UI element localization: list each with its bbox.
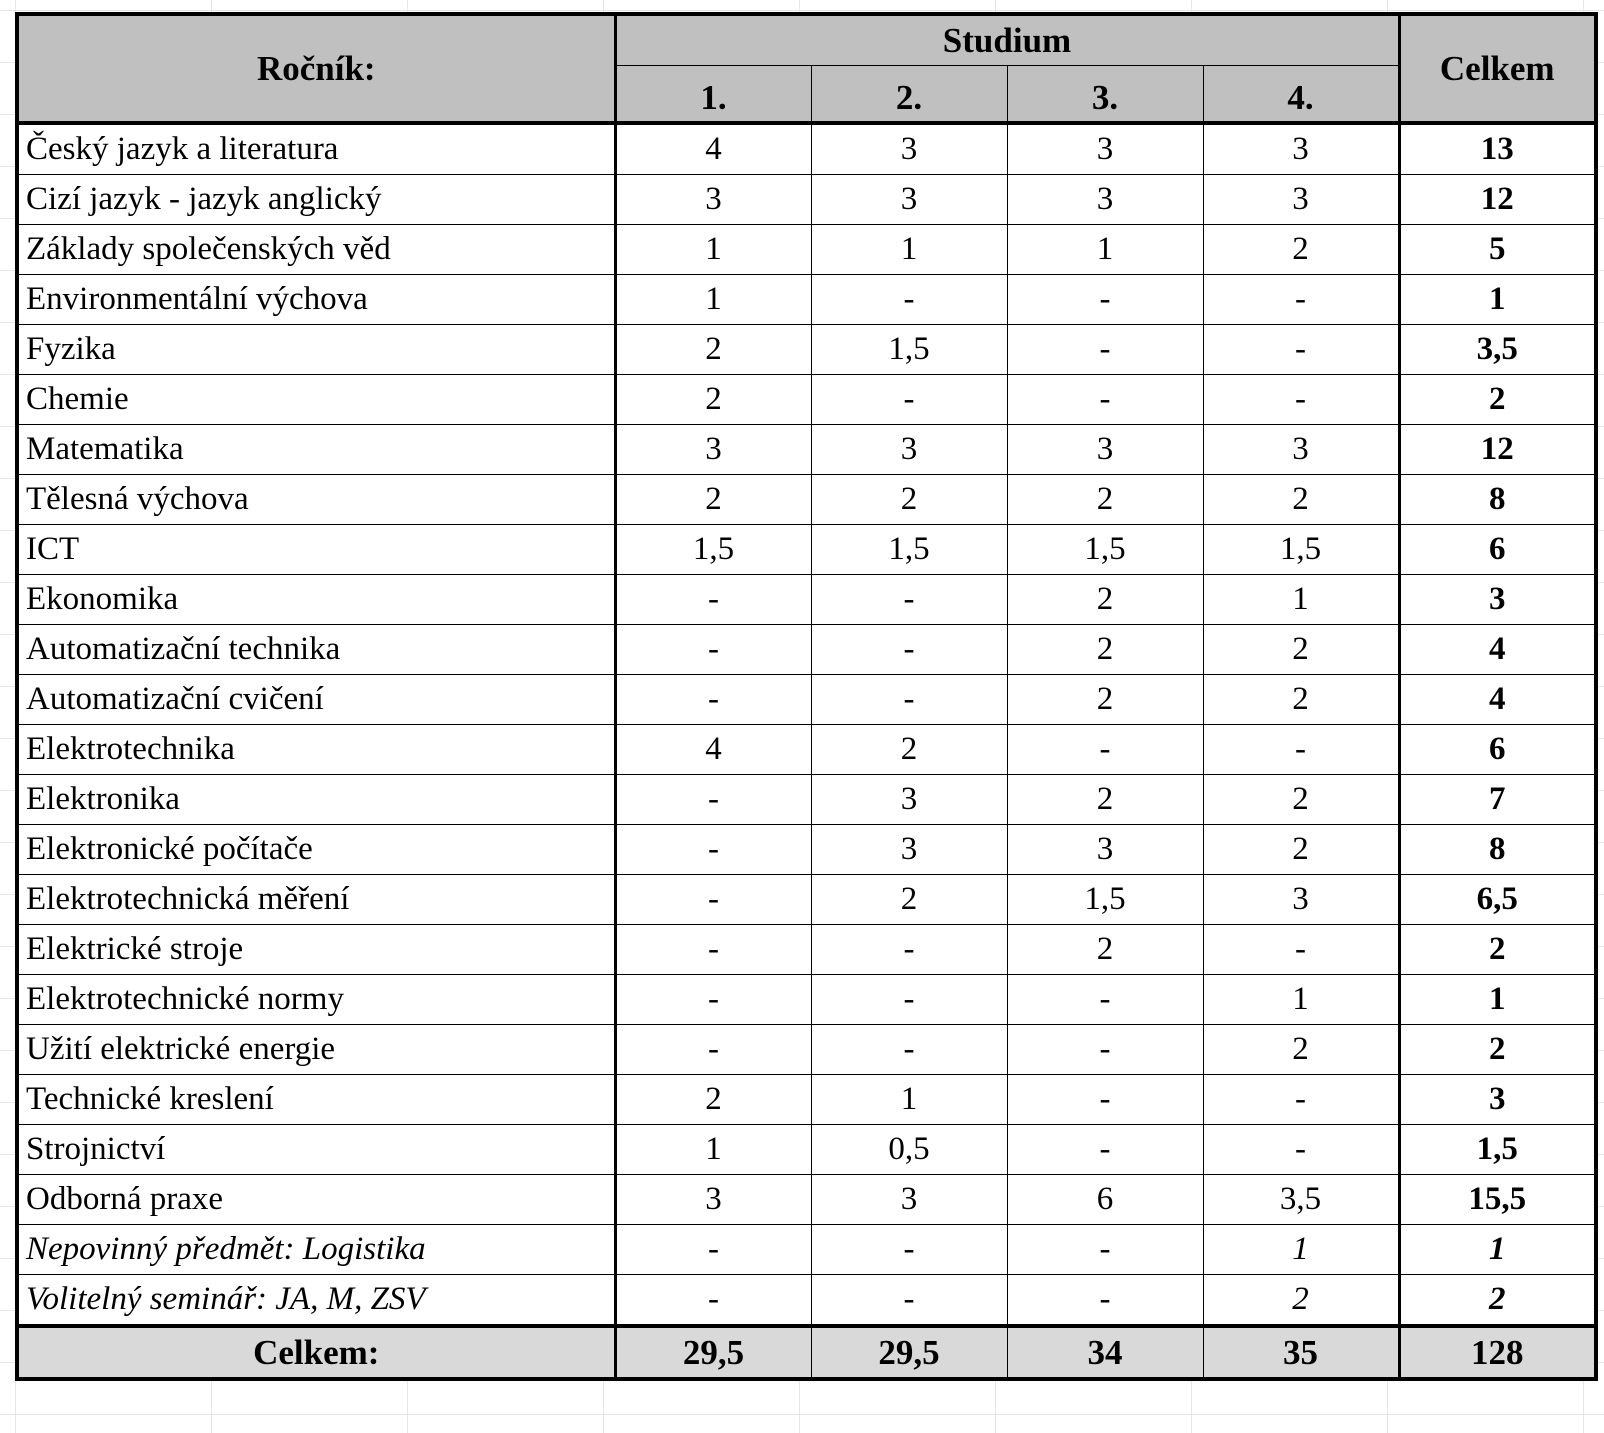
subject-name: Automatizační cvičení (17, 675, 615, 725)
hours-year-2: - (811, 1225, 1007, 1275)
hours-year-4: 2 (1203, 225, 1399, 275)
hours-year-2: - (811, 575, 1007, 625)
hours-year-1: - (615, 1225, 811, 1275)
subject-total: 8 (1399, 825, 1596, 875)
total-year-4: 35 (1203, 1326, 1399, 1379)
hours-year-3: 2 (1007, 475, 1203, 525)
hours-year-4: 2 (1203, 1275, 1399, 1327)
hours-year-4: - (1203, 375, 1399, 425)
hours-year-2: 1,5 (811, 325, 1007, 375)
hours-year-2: - (811, 375, 1007, 425)
hours-year-3: - (1007, 1275, 1203, 1327)
hours-year-2: 1 (811, 225, 1007, 275)
table-row (17, 1275, 1596, 1327)
hours-year-1: - (615, 925, 811, 975)
year-header-2: 2. (811, 66, 1007, 124)
year-header-3: 3. (1007, 66, 1203, 124)
hours-year-2: - (811, 1025, 1007, 1075)
table-row (17, 925, 1596, 975)
table-row (17, 225, 1596, 275)
hours-year-1: 3 (615, 175, 811, 225)
hours-year-1: 3 (615, 1175, 811, 1225)
subject-total: 2 (1399, 925, 1596, 975)
hours-year-2: 1,5 (811, 525, 1007, 575)
subject-name: Základy společenských věd (17, 225, 615, 275)
subject-name: Elektronické počítače (17, 825, 615, 875)
year-header-1: 1. (615, 66, 811, 124)
table-row (17, 175, 1596, 225)
subject-total: 12 (1399, 425, 1596, 475)
subject-total: 13 (1399, 123, 1596, 175)
hours-year-1: 2 (615, 1075, 811, 1125)
table-row (17, 875, 1596, 925)
total-row-label: Celkem: (17, 1326, 615, 1379)
subject-total: 12 (1399, 175, 1596, 225)
subject-total: 3 (1399, 1075, 1596, 1125)
subject-name: Tělesná výchova (17, 475, 615, 525)
hours-year-1: - (615, 1275, 811, 1327)
subject-name: Odborná praxe (17, 1175, 615, 1225)
hours-year-3: 6 (1007, 1175, 1203, 1225)
hours-year-3: - (1007, 1125, 1203, 1175)
hours-year-2: - (811, 625, 1007, 675)
hours-year-2: - (811, 925, 1007, 975)
subject-total: 3,5 (1399, 325, 1596, 375)
hours-year-1: 2 (615, 325, 811, 375)
subject-name: Technické kreslení (17, 1075, 615, 1125)
hours-year-1: - (615, 1025, 811, 1075)
hours-year-4: - (1203, 1125, 1399, 1175)
hours-year-3: 1 (1007, 225, 1203, 275)
hours-year-1: 1 (615, 1125, 811, 1175)
subject-total: 8 (1399, 475, 1596, 525)
subject-total: 2 (1399, 1275, 1596, 1327)
table-row (17, 1225, 1596, 1275)
hours-year-3: - (1007, 325, 1203, 375)
hours-year-1: 1,5 (615, 525, 811, 575)
subject-name: Český jazyk a literatura (17, 123, 615, 175)
subject-name: Užití elektrické energie (17, 1025, 615, 1075)
subject-total: 4 (1399, 675, 1596, 725)
hours-year-1: - (615, 975, 811, 1025)
hours-year-3: 2 (1007, 775, 1203, 825)
subject-name: Strojnictví (17, 1125, 615, 1175)
hours-year-1: 2 (615, 475, 811, 525)
subject-name: ICT (17, 525, 615, 575)
celkem-header: Celkem (1399, 14, 1596, 123)
table-body (17, 123, 1596, 1326)
hours-year-2: 2 (811, 475, 1007, 525)
subject-total: 1 (1399, 275, 1596, 325)
hours-year-4: - (1203, 325, 1399, 375)
subject-name: Elektrotechnika (17, 725, 615, 775)
hours-year-4: 2 (1203, 1025, 1399, 1075)
table-footer (17, 1326, 1596, 1379)
hours-year-3: - (1007, 725, 1203, 775)
table-row (17, 1025, 1596, 1075)
hours-year-3: - (1007, 1225, 1203, 1275)
hours-year-2: 3 (811, 123, 1007, 175)
table-row (17, 625, 1596, 675)
table-row (17, 1175, 1596, 1225)
hours-year-1: - (615, 875, 811, 925)
hours-year-4: 2 (1203, 675, 1399, 725)
hours-year-3: - (1007, 975, 1203, 1025)
hours-year-1: 4 (615, 123, 811, 175)
table-row (17, 425, 1596, 475)
total-year-1: 29,5 (615, 1326, 811, 1379)
hours-year-3: 1,5 (1007, 525, 1203, 575)
table-header (17, 14, 1596, 123)
subject-name: Automatizační technika (17, 625, 615, 675)
subject-name: Elektrotechnická měření (17, 875, 615, 925)
hours-year-1: 4 (615, 725, 811, 775)
hours-year-2: 3 (811, 825, 1007, 875)
table-row (17, 675, 1596, 725)
hours-year-1: - (615, 675, 811, 725)
hours-year-4: 2 (1203, 775, 1399, 825)
hours-year-4: 2 (1203, 475, 1399, 525)
hours-year-2: - (811, 975, 1007, 1025)
subject-total: 3 (1399, 575, 1596, 625)
hours-year-2: 3 (811, 175, 1007, 225)
grand-total: 128 (1399, 1326, 1596, 1379)
hours-year-2: - (811, 1275, 1007, 1327)
subject-name: Ekonomika (17, 575, 615, 625)
subject-total: 2 (1399, 1025, 1596, 1075)
subject-name: Elektrické stroje (17, 925, 615, 975)
hours-year-4: 3,5 (1203, 1175, 1399, 1225)
hours-year-3: 3 (1007, 123, 1203, 175)
table-row (17, 475, 1596, 525)
total-row (17, 1326, 1596, 1379)
hours-year-1: - (615, 825, 811, 875)
hours-year-3: - (1007, 1025, 1203, 1075)
subject-name: Volitelný seminář: JA, M, ZSV (17, 1275, 615, 1327)
subject-name: Elektronika (17, 775, 615, 825)
subject-total: 2 (1399, 375, 1596, 425)
hours-year-1: 1 (615, 225, 811, 275)
hours-year-4: - (1203, 1075, 1399, 1125)
hours-year-2: 3 (811, 775, 1007, 825)
table-row (17, 123, 1596, 175)
subject-total: 6 (1399, 725, 1596, 775)
hours-year-4: 3 (1203, 123, 1399, 175)
hours-year-1: 1 (615, 275, 811, 325)
table-row (17, 775, 1596, 825)
table-row (17, 525, 1596, 575)
subject-name: Cizí jazyk - jazyk anglický (17, 175, 615, 225)
rocnik-header: Ročník: (17, 14, 615, 123)
hours-year-1: - (615, 575, 811, 625)
table-row (17, 375, 1596, 425)
hours-year-2: 2 (811, 725, 1007, 775)
hours-year-1: - (615, 775, 811, 825)
subject-name: Matematika (17, 425, 615, 475)
table-row (17, 1125, 1596, 1175)
subject-total: 15,5 (1399, 1175, 1596, 1225)
hours-year-1: 3 (615, 425, 811, 475)
hours-year-3: - (1007, 375, 1203, 425)
table-row (17, 725, 1596, 775)
header-row-top (17, 14, 1596, 66)
subject-name: Elektrotechnické normy (17, 975, 615, 1025)
studium-header: Studium (615, 14, 1399, 66)
hours-year-4: 3 (1203, 175, 1399, 225)
hours-year-4: 1 (1203, 975, 1399, 1025)
subject-total: 6,5 (1399, 875, 1596, 925)
hours-year-3: 2 (1007, 575, 1203, 625)
curriculum-table (15, 12, 1598, 1381)
hours-year-4: 1 (1203, 575, 1399, 625)
hours-year-4: 3 (1203, 425, 1399, 475)
total-year-3: 34 (1007, 1326, 1203, 1379)
hours-year-2: 1 (811, 1075, 1007, 1125)
subject-total: 6 (1399, 525, 1596, 575)
subject-total: 1 (1399, 1225, 1596, 1275)
hours-year-2: - (811, 675, 1007, 725)
table-row (17, 575, 1596, 625)
subject-name: Chemie (17, 375, 615, 425)
hours-year-2: - (811, 275, 1007, 325)
table-row (17, 275, 1596, 325)
hours-year-3: 2 (1007, 925, 1203, 975)
hours-year-2: 3 (811, 425, 1007, 475)
subject-total: 4 (1399, 625, 1596, 675)
hours-year-3: 2 (1007, 625, 1203, 675)
table-row (17, 825, 1596, 875)
hours-year-3: 3 (1007, 175, 1203, 225)
table-row (17, 325, 1596, 375)
hours-year-2: 2 (811, 875, 1007, 925)
subject-name: Nepovinný předmět: Logistika (17, 1225, 615, 1275)
hours-year-4: - (1203, 925, 1399, 975)
table-row (17, 975, 1596, 1025)
hours-year-3: 3 (1007, 425, 1203, 475)
subject-total: 7 (1399, 775, 1596, 825)
hours-year-4: - (1203, 275, 1399, 325)
total-year-2: 29,5 (811, 1326, 1007, 1379)
hours-year-3: 2 (1007, 675, 1203, 725)
year-header-4: 4. (1203, 66, 1399, 124)
subject-total: 1,5 (1399, 1125, 1596, 1175)
hours-year-4: 1 (1203, 1225, 1399, 1275)
hours-year-3: 3 (1007, 825, 1203, 875)
hours-year-2: 3 (811, 1175, 1007, 1225)
hours-year-4: 2 (1203, 625, 1399, 675)
hours-year-4: 1,5 (1203, 525, 1399, 575)
hours-year-4: - (1203, 725, 1399, 775)
table-row (17, 1075, 1596, 1125)
hours-year-3: - (1007, 1075, 1203, 1125)
subject-name: Fyzika (17, 325, 615, 375)
subject-name: Environmentální výchova (17, 275, 615, 325)
hours-year-1: 2 (615, 375, 811, 425)
hours-year-3: 1,5 (1007, 875, 1203, 925)
hours-year-1: - (615, 625, 811, 675)
hours-year-4: 2 (1203, 825, 1399, 875)
subject-total: 1 (1399, 975, 1596, 1025)
subject-total: 5 (1399, 225, 1596, 275)
hours-year-2: 0,5 (811, 1125, 1007, 1175)
hours-year-3: - (1007, 275, 1203, 325)
hours-year-4: 3 (1203, 875, 1399, 925)
